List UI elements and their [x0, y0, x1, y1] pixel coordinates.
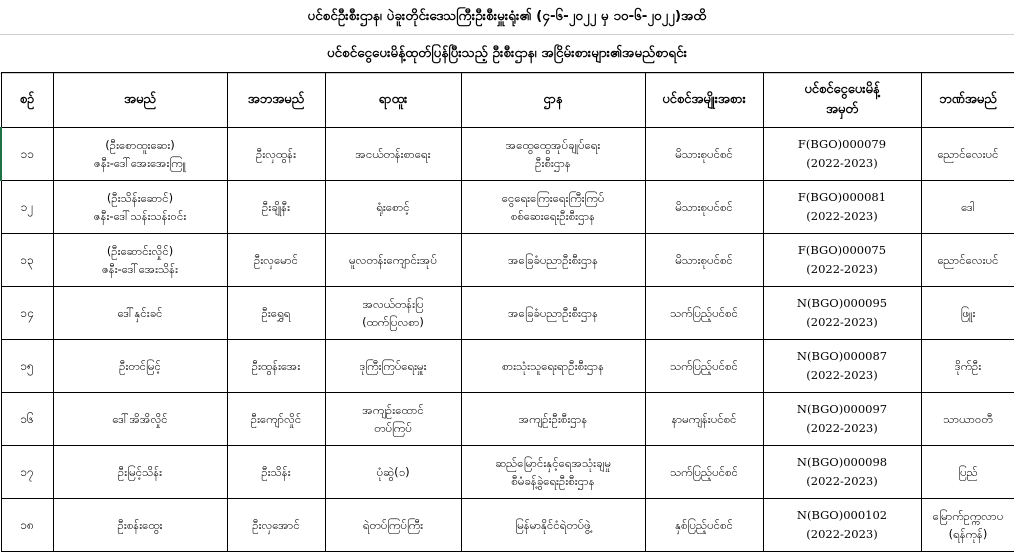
- cell-pension-order-number[interactable]: [763, 234, 921, 287]
- cell-pension-order-number[interactable]: [763, 446, 921, 499]
- cell-no[interactable]: [1, 287, 53, 340]
- cell-no-text: ၁၂: [20, 200, 34, 214]
- cell-father-name-text: ဦးချိုနီး: [261, 200, 291, 214]
- cell-department[interactable]: [461, 287, 645, 340]
- cell-father-name[interactable]: [227, 128, 325, 181]
- cell-father-name[interactable]: [227, 340, 325, 393]
- cell-pension-order-number-text: F(BGO)000081: [797, 190, 887, 204]
- cell-bank[interactable]: [921, 128, 1014, 181]
- cell-rank[interactable]: [325, 128, 461, 181]
- cell-pension-order-number-text: N(BGO)000102: [796, 508, 888, 522]
- table-row: [1, 393, 1014, 446]
- cell-no-text: ၁၄: [20, 306, 34, 320]
- cell-father-name-text: ဦးသိန်း: [261, 465, 291, 479]
- table-row: [1, 287, 1014, 340]
- cell-father-name[interactable]: [227, 181, 325, 234]
- cell-father-name[interactable]: [227, 287, 325, 340]
- cell-department-text: ဆည်မြောင်းနှင့်ရေအသုံးချမှု: [495, 456, 611, 470]
- cell-pension-order-number[interactable]: [763, 287, 921, 340]
- cell-department[interactable]: [461, 181, 645, 234]
- cell-pension-order-number-text: (2022-2023): [806, 474, 878, 488]
- cell-bank-text: ဖြူး: [960, 306, 976, 320]
- col-header-pension-type-label: ပင်စင်အမျိုးအစား: [662, 92, 746, 107]
- col-header-pension-type[interactable]: [645, 73, 763, 128]
- cell-pension-type-text: မိသားစုပင်စင်: [675, 200, 733, 214]
- cell-no-text: ၁၃: [20, 253, 34, 267]
- cell-bank[interactable]: [921, 340, 1014, 393]
- col-header-pension-order-label: ပင်စင်ငွေပေးမိန့်: [804, 82, 880, 97]
- cell-name[interactable]: [53, 128, 227, 181]
- cell-pension-type[interactable]: [645, 128, 763, 181]
- cell-pension-order-number-text: (2022-2023): [806, 156, 878, 170]
- cell-bank[interactable]: [921, 446, 1014, 499]
- table-row: [1, 234, 1014, 287]
- cell-rank-text: ရုံးစောင့်: [376, 200, 410, 214]
- cell-bank[interactable]: [921, 287, 1014, 340]
- cell-pension-type-text: သက်ပြည့်ပင်စင်: [670, 465, 738, 479]
- cell-bank[interactable]: [921, 234, 1014, 287]
- cell-father-name[interactable]: [227, 446, 325, 499]
- cell-name[interactable]: [53, 234, 227, 287]
- cell-rank[interactable]: [325, 340, 461, 393]
- cell-pension-order-number[interactable]: [763, 128, 921, 181]
- col-header-department[interactable]: [461, 73, 645, 128]
- cell-bank-text: ညောင်လေးပင်: [937, 253, 999, 267]
- cell-name[interactable]: [53, 393, 227, 446]
- cell-bank-text: သာယာဝတီ: [943, 412, 993, 426]
- cell-pension-type[interactable]: [645, 446, 763, 499]
- cell-pension-type[interactable]: [645, 234, 763, 287]
- cell-department[interactable]: [461, 446, 645, 499]
- cell-rank-text: (ထက်ပြလစာ): [362, 315, 424, 329]
- cell-pension-order-number[interactable]: [763, 340, 921, 393]
- cell-pension-order-number-text: (2022-2023): [806, 209, 878, 223]
- cell-pension-order-number-text: F(BGO)000079: [797, 137, 887, 151]
- col-header-rank-label: ရာထူး: [378, 92, 408, 107]
- cell-department[interactable]: [461, 340, 645, 393]
- cell-pension-type[interactable]: [645, 287, 763, 340]
- cell-bank[interactable]: [921, 181, 1014, 234]
- cell-bank-text: ဒိုက်ဦး: [954, 359, 982, 373]
- document-title-row[interactable]: [0, 0, 1014, 35]
- cell-father-name-text: ဦးရွှေရ: [261, 306, 291, 320]
- cell-department-text: ဦးစီးဌာန: [535, 156, 571, 170]
- cell-pension-order-number[interactable]: [763, 181, 921, 234]
- col-header-pension-order-number-label: အမှတ်: [825, 102, 859, 117]
- cell-rank[interactable]: [325, 446, 461, 499]
- cell-name[interactable]: [53, 446, 227, 499]
- cell-no[interactable]: [1, 234, 53, 287]
- table-row: [1, 181, 1014, 234]
- cell-name-text: (ဦးဆောင်းလှိုင်): [106, 244, 174, 258]
- col-header-no[interactable]: [1, 73, 53, 128]
- cell-bank-text: ပြည်: [958, 465, 978, 479]
- document-subtitle: ပင်စင်ငွေပေးမိန့်ထုတ်ပြန်ပြီးသည့် ဦးစီးဌာန၊ အငြိမ်းစားများ၏အမည်စာရင်း: [326, 45, 688, 61]
- cell-no-text: ၁၆: [20, 412, 34, 426]
- cell-pension-order-number-text: (2022-2023): [806, 421, 878, 435]
- cell-no-text: ၁၇: [20, 465, 34, 479]
- cell-no[interactable]: [1, 181, 53, 234]
- cell-no[interactable]: [1, 446, 53, 499]
- col-header-no-label: စဉ်: [19, 92, 35, 107]
- col-header-rank[interactable]: [325, 73, 461, 128]
- cell-name-text: ဒေါ်အိအိလှိုင်: [112, 412, 168, 426]
- cell-name-text: (ဦးသိန်းဆောင်): [106, 191, 174, 205]
- table-row: [1, 446, 1014, 499]
- cell-father-name[interactable]: [227, 234, 325, 287]
- cell-pension-order-number-text: (2022-2023): [806, 368, 878, 382]
- cell-name-text: ဒေါ်နှင်းခင်: [117, 306, 163, 320]
- cell-father-name-text: ဦးလှမောင်: [253, 253, 298, 267]
- cell-name[interactable]: [53, 499, 227, 552]
- cell-pension-type-text: မိသားစုပင်စင်: [675, 147, 733, 161]
- cell-department-text: ငွေရေးကြေးရေးကြီးကြပ်: [501, 191, 605, 205]
- cell-pension-type-text: မိသားစုပင်စင်: [675, 253, 733, 267]
- col-header-pension-order[interactable]: [763, 73, 921, 128]
- cell-no[interactable]: [1, 340, 53, 393]
- cell-father-name-text: ဦးလှထွန်း: [255, 147, 297, 161]
- cell-rank-text: မူလတန်းကျောင်းအုပ်: [349, 253, 437, 267]
- cell-department-text: စားသုံးသူရေးရာဦးစီးဌာန: [501, 359, 605, 373]
- cell-rank-text: အငယ်တန်းစာရေး: [355, 147, 431, 161]
- cell-pension-type-text: နှစ်ပြည့်ပင်စင်: [675, 518, 733, 532]
- cell-rank-text: အလယ်တန်းပြ: [362, 297, 424, 311]
- cell-name-text: ဦးမြင့်သိန်း: [117, 465, 163, 479]
- cell-father-name[interactable]: [227, 393, 325, 446]
- cell-father-name-text: ဦးကျော်လှိုင်: [250, 412, 302, 426]
- cell-department-text: စစ်ဆေးရေးဦးစီးဌာန: [510, 209, 596, 223]
- cell-pension-order-number[interactable]: [763, 393, 921, 446]
- cell-name-text: ဦးစန်းထွေး: [117, 518, 163, 532]
- cell-name[interactable]: [53, 287, 227, 340]
- cell-department[interactable]: [461, 234, 645, 287]
- cell-name-text: ဦးတင်မြင့်: [119, 359, 161, 373]
- cell-pension-order-number-text: N(BGO)000097: [796, 402, 888, 416]
- cell-bank-text: ညောင်လေးပင်: [937, 147, 999, 161]
- cell-rank-text: တပ်ကြပ်: [374, 421, 412, 435]
- cell-rank-text: ဒုကြီးကြပ်ရေးမှူး: [359, 359, 427, 373]
- table-row: [1, 340, 1014, 393]
- cell-no-text: ၁၅: [20, 359, 34, 373]
- cell-pension-type[interactable]: [645, 499, 763, 552]
- cell-pension-type[interactable]: [645, 393, 763, 446]
- cell-name[interactable]: [53, 181, 227, 234]
- cell-rank[interactable]: [325, 393, 461, 446]
- cell-bank[interactable]: [921, 499, 1014, 552]
- cell-department-text: စီမံခန့်ခွဲရေးဦးစီးဌာန: [511, 474, 595, 488]
- cell-no-text: ၁၈: [20, 518, 34, 532]
- cell-name-text: ဇနီး-ဒေါ်သန်းသန်းဝင်း: [93, 209, 187, 223]
- cell-name-text: (ဦးစောထူးဆေး): [105, 138, 175, 152]
- cell-father-name-text: ဦးလှအောင်: [252, 518, 300, 532]
- cell-department[interactable]: [461, 128, 645, 181]
- col-header-department-label: ဌာန: [543, 92, 563, 107]
- cell-bank-text: (ရန်ကုန်): [948, 527, 988, 541]
- cell-pension-order-number-text: (2022-2023): [806, 527, 878, 541]
- cell-rank-text: ပုံဆွဲ(၁): [376, 465, 410, 479]
- cell-department[interactable]: [461, 499, 645, 552]
- document-title: ပင်စင်ဦးစီးဌာန၊ ပဲခူးတိုင်းဒေသကြီးဦးစီးမှူးရုံး၏ (၄-၆-၂၀၂၂ မှ ၁၀-၆-၂၀၂၂)အထိ: [307, 8, 707, 24]
- cell-no-text: ၁၁: [20, 147, 34, 161]
- cell-bank[interactable]: [921, 393, 1014, 446]
- col-header-father[interactable]: [227, 73, 325, 128]
- cell-bank-text: မြောက်ဥက္ကလာပ: [932, 509, 1004, 523]
- cell-department-text: အထွေထွေအုပ်ချုပ်ရေး: [505, 138, 601, 152]
- cell-rank-text: အကျဉ်းထောင်: [362, 403, 424, 417]
- cell-department-text: အခြေခံပညာဦးစီးဌာန: [507, 253, 599, 267]
- cell-rank[interactable]: [325, 181, 461, 234]
- cell-pension-order-number-text: F(BGO)000075: [797, 243, 887, 257]
- cell-pension-order-number-text: (2022-2023): [806, 315, 878, 329]
- cell-pension-type[interactable]: [645, 181, 763, 234]
- col-header-name[interactable]: [53, 73, 227, 128]
- pension-table: [0, 72, 1014, 552]
- cell-father-name[interactable]: [227, 499, 325, 552]
- table-header-row: [1, 73, 1014, 128]
- cell-bank-text: ဒေါ: [961, 200, 975, 214]
- table-row: [1, 128, 1014, 181]
- cell-rank[interactable]: [325, 499, 461, 552]
- cell-pension-type-text: နာမကျန်းပင်စင်: [671, 412, 737, 426]
- cell-no[interactable]: [1, 128, 53, 181]
- table-row: [1, 499, 1014, 552]
- cell-department-text: မြန်မာနိုင်ငံရဲတပ်ဖွဲ့: [515, 518, 591, 532]
- col-header-father-label: အဘအမည်: [247, 92, 305, 107]
- col-header-name-label: အမည်: [124, 92, 156, 107]
- cell-no[interactable]: [1, 499, 53, 552]
- cell-department-text: အခြေခံပညာဦးစီးဌာန: [507, 306, 599, 320]
- cell-father-name-text: ဦးထွန်းအေး: [251, 359, 301, 373]
- cell-pension-type-text: သက်ပြည့်ပင်စင်: [670, 359, 738, 373]
- cell-name-text: ဇနီး-ဒေါ်အေးသိန်း: [101, 262, 179, 276]
- cell-no[interactable]: [1, 393, 53, 446]
- cell-pension-order-number-text: N(BGO)000098: [796, 455, 888, 469]
- cell-pension-type-text: သက်ပြည့်ပင်စင်: [670, 306, 738, 320]
- cell-pension-type[interactable]: [645, 340, 763, 393]
- table-body: [1, 128, 1014, 552]
- cell-rank[interactable]: [325, 234, 461, 287]
- col-header-bank[interactable]: [921, 73, 1014, 128]
- cell-pension-order-number-text: N(BGO)000095: [796, 296, 888, 310]
- cell-pension-order-number-text: N(BGO)000087: [796, 349, 888, 363]
- cell-department-text: အကျဉ်းဦးစီးဌာန: [518, 412, 588, 426]
- col-header-bank-label: ဘဏ်အမည်: [939, 92, 997, 107]
- cell-name[interactable]: [53, 340, 227, 393]
- document-subtitle-row[interactable]: [0, 35, 1014, 74]
- cell-rank-text: ရဲတပ်ကြပ်ကြီး: [362, 518, 424, 532]
- cell-department[interactable]: [461, 393, 645, 446]
- cell-pension-order-number-text: (2022-2023): [806, 262, 878, 276]
- cell-pension-order-number[interactable]: [763, 499, 921, 552]
- cell-name-text: ဇနီး-ဒေါ်အေးအေးကြူ: [94, 156, 186, 170]
- cell-rank[interactable]: [325, 287, 461, 340]
